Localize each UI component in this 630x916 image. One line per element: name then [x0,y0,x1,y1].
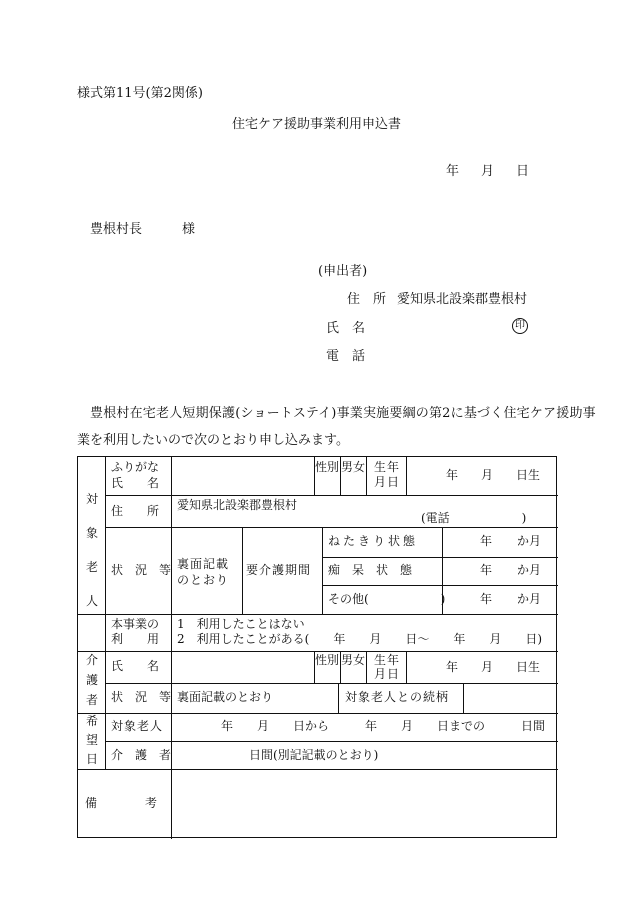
applicant-heading: (申出者) [318,264,368,279]
male-female-label: 男女 [340,460,365,474]
usage-label-1: 本事業の [111,617,160,631]
phone-paren: (電話 ) [421,511,527,525]
dementia-label: 痴 呆 状 態 [328,563,413,577]
target-elder-label: 対象老人 [111,719,164,733]
caregiver-label: 介 護 者 [111,748,172,762]
bedridden-years: 年 [480,534,493,548]
birth-month: 月 [481,468,494,482]
other-months: か月 [517,592,542,606]
caregiver-birth-label: 生年月日 [373,653,400,681]
section-desired-dates: 希望日 [85,714,98,766]
address-value: 愛知県北設楽郡豊根村 [177,498,298,512]
furigana-label: ふりがな [111,460,160,474]
other-label: その他( ) [328,592,446,606]
caregiver-birth-day: 日生 [516,660,541,674]
bedridden-months: か月 [517,534,542,548]
usage-option-2: 2 利用したことがある( 年 月 日〜 年 月 日) [177,632,543,646]
bedridden-label: ねたきり状態 [328,534,419,548]
status-label: 状 況 等 [111,563,172,577]
applicant-name-label: 氏 名 [326,321,366,336]
seal-mark [512,317,528,334]
see-reverse-text: 裏面記載のとおり [177,557,230,587]
caregiver-status-label: 状 況 等 [111,690,172,704]
usage-option-1: 1 利用したことはない [177,617,305,631]
caregiver-days-note: 日間(別記記載のとおり) [249,748,379,762]
caregiver-birth-month: 月 [481,660,494,674]
dementia-years: 年 [480,563,493,577]
care-period-label: 要介護期間 [246,563,312,577]
caregiver-sex-label: 性別 [314,653,339,667]
document-title: 住宅ケア援助事業利用申込書 [232,117,402,132]
caregiver-male-female: 男女 [340,653,365,667]
caregiver-birth-year: 年 [446,660,459,674]
sex-label: 性別 [314,460,339,474]
remarks-label: 備 考 [85,796,158,810]
address-label: 住 所 [111,504,160,518]
seal-icon: 印 [512,318,528,334]
birth-day: 日生 [516,468,541,482]
caregiver-name-label: 氏 名 [111,659,160,673]
name-label: 氏 名 [111,476,160,490]
relationship-label: 対象老人との続柄 [345,690,450,704]
caregiver-see-reverse: 裏面記載のとおり [177,690,274,704]
section-caregiver: 介護者 [85,653,98,707]
body-text-line1: 豊根村在宅老人短期保護(ショートステイ)事業実施要綱の第2に基づく住宅ケア援助事 [90,406,596,421]
date-day-label: 日 [516,164,530,179]
applicant-address-label: 住 所 [347,292,387,307]
date-year-label: 年 [446,164,460,179]
addressee: 豊根村長 [90,222,143,237]
other-years: 年 [480,592,493,606]
birth-label: 生年月日 [373,460,400,489]
body-text-line2: 業を利用したいので次のとおり申し込みます。 [77,433,349,448]
desired-period-text: 年 月 日から 年 月 日までの 日間 [221,719,546,733]
dementia-months: か月 [517,563,542,577]
honorific: 様 [182,222,196,237]
applicant-address-value: 愛知県北設楽郡豊根村 [397,292,528,307]
form-number: 様式第11号(第2関係) [77,86,203,101]
application-form-table [77,456,557,838]
date-month-label: 月 [481,164,495,179]
birth-year: 年 [446,468,459,482]
section-target-elder: 対象老人 [85,492,98,608]
usage-label-2: 利 用 [111,632,160,646]
applicant-phone-label: 電 話 [326,349,366,364]
